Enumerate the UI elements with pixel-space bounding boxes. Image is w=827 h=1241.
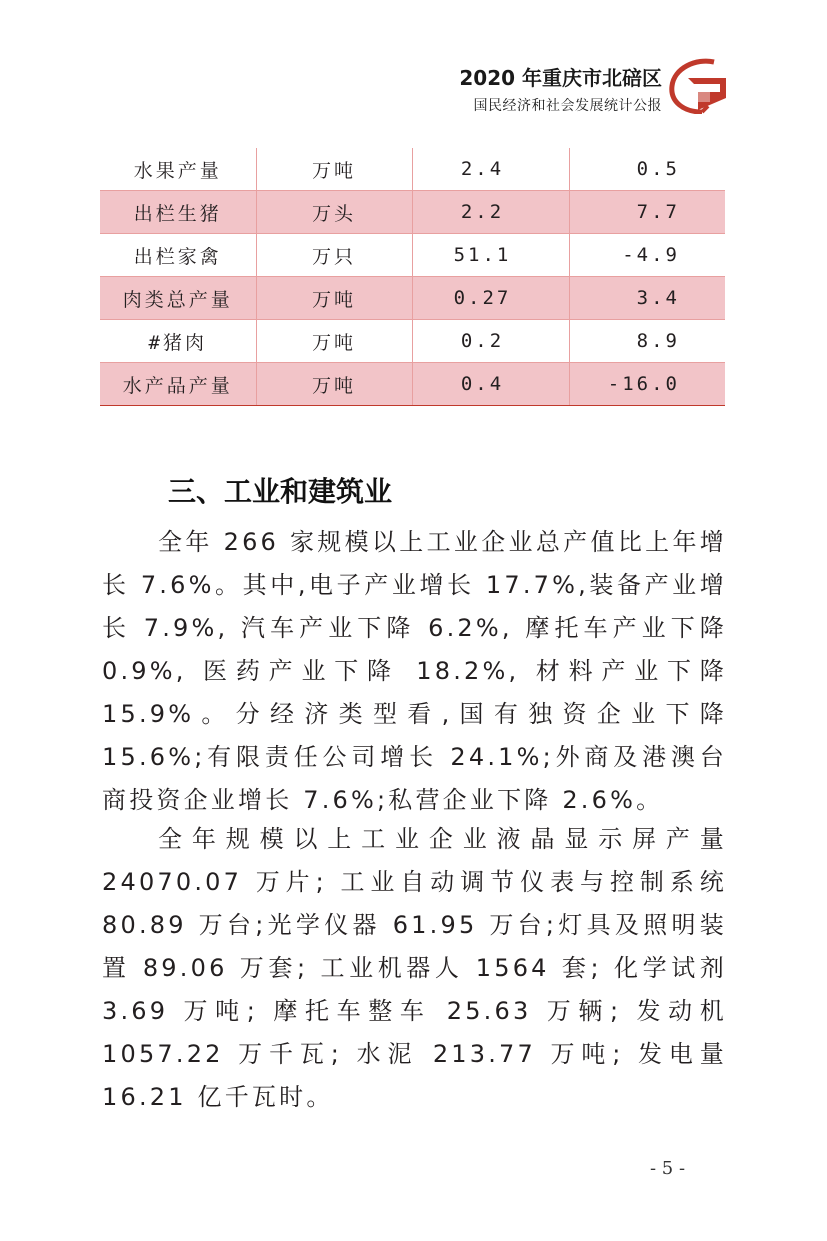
row-change-cell: 7.7 — [569, 191, 725, 234]
row-change-cell: -4.9 — [569, 234, 725, 277]
paragraph-industry-products: 全年规模以上工业企业液晶显示屏产量24070.07 万片; 工业自动调节仪表与控制系统80.89 万台;光学仪器 61.95 万台;灯具及照明装置 89.06 万套; 工业机器人 1564 套; 化学试剂3.69 万吨; 摩托车整车 25.63 万辆; 发动机1057.22 万千瓦; 水泥 213.77 万吨; 发电量16.21 亿千瓦时。 — [102, 825, 727, 1111]
row-unit-cell: 万吨 — [256, 148, 412, 191]
row-value-cell: 0.2 — [412, 320, 569, 363]
row-name-cell: 水果产量 — [100, 148, 256, 191]
report-title: 2020 年重庆市北碚区 — [459, 66, 662, 90]
table-row — [100, 191, 725, 234]
row-name-cell: 出栏生猪 — [100, 191, 256, 234]
row-name-cell: 水产品产量 — [100, 363, 256, 406]
agriculture-table — [100, 148, 725, 406]
table-row — [100, 234, 725, 277]
row-unit-cell: 万头 — [256, 191, 412, 234]
row-value-cell: 2.2 — [412, 191, 569, 234]
row-value-cell: 2.4 — [412, 148, 569, 191]
table-row — [100, 277, 725, 320]
row-name-cell: 肉类总产量 — [100, 277, 256, 320]
row-unit-cell: 万吨 — [256, 320, 412, 363]
row-unit-cell: 万只 — [256, 234, 412, 277]
row-name-cell: 出栏家禽 — [100, 234, 256, 277]
table-row — [100, 148, 725, 191]
row-change-cell: 3.4 — [569, 277, 725, 320]
row-value-cell: 0.27 — [412, 277, 569, 320]
paragraph-industry-output: 全年 266 家规模以上工业企业总产值比上年增长 7.6%。其中,电子产业增长 17.7%,装备产业增长 7.9%, 汽车产业下降 6.2%, 摩托车产业下降0.9%, 医药产业下降 18.2%, 材料产业下降15.9%。分经济类型看,国有独资企业下降 15.6%;有限责任公司增长 24.1%;外商及港澳台商投资企业增长 7.6%;私营企业下降 2.6%。 — [102, 528, 727, 814]
row-value-cell: 51.1 — [412, 234, 569, 277]
report-subtitle: 国民经济和社会发展统计公报 — [473, 98, 662, 114]
row-value-cell: 0.4 — [412, 363, 569, 406]
row-change-cell: 0.5 — [569, 148, 725, 191]
row-unit-cell: 万吨 — [256, 363, 412, 406]
row-name-cell: #猪肉 — [100, 320, 256, 363]
row-change-cell: -16.0 — [569, 363, 725, 406]
table-row — [100, 320, 725, 363]
page-number: - 5 - — [650, 1158, 686, 1179]
table-row — [100, 363, 725, 406]
row-unit-cell: 万吨 — [256, 277, 412, 320]
section-title: 三、工业和建筑业 — [168, 475, 393, 508]
row-change-cell: 8.9 — [569, 320, 725, 363]
emblem-logo-icon — [668, 58, 730, 114]
